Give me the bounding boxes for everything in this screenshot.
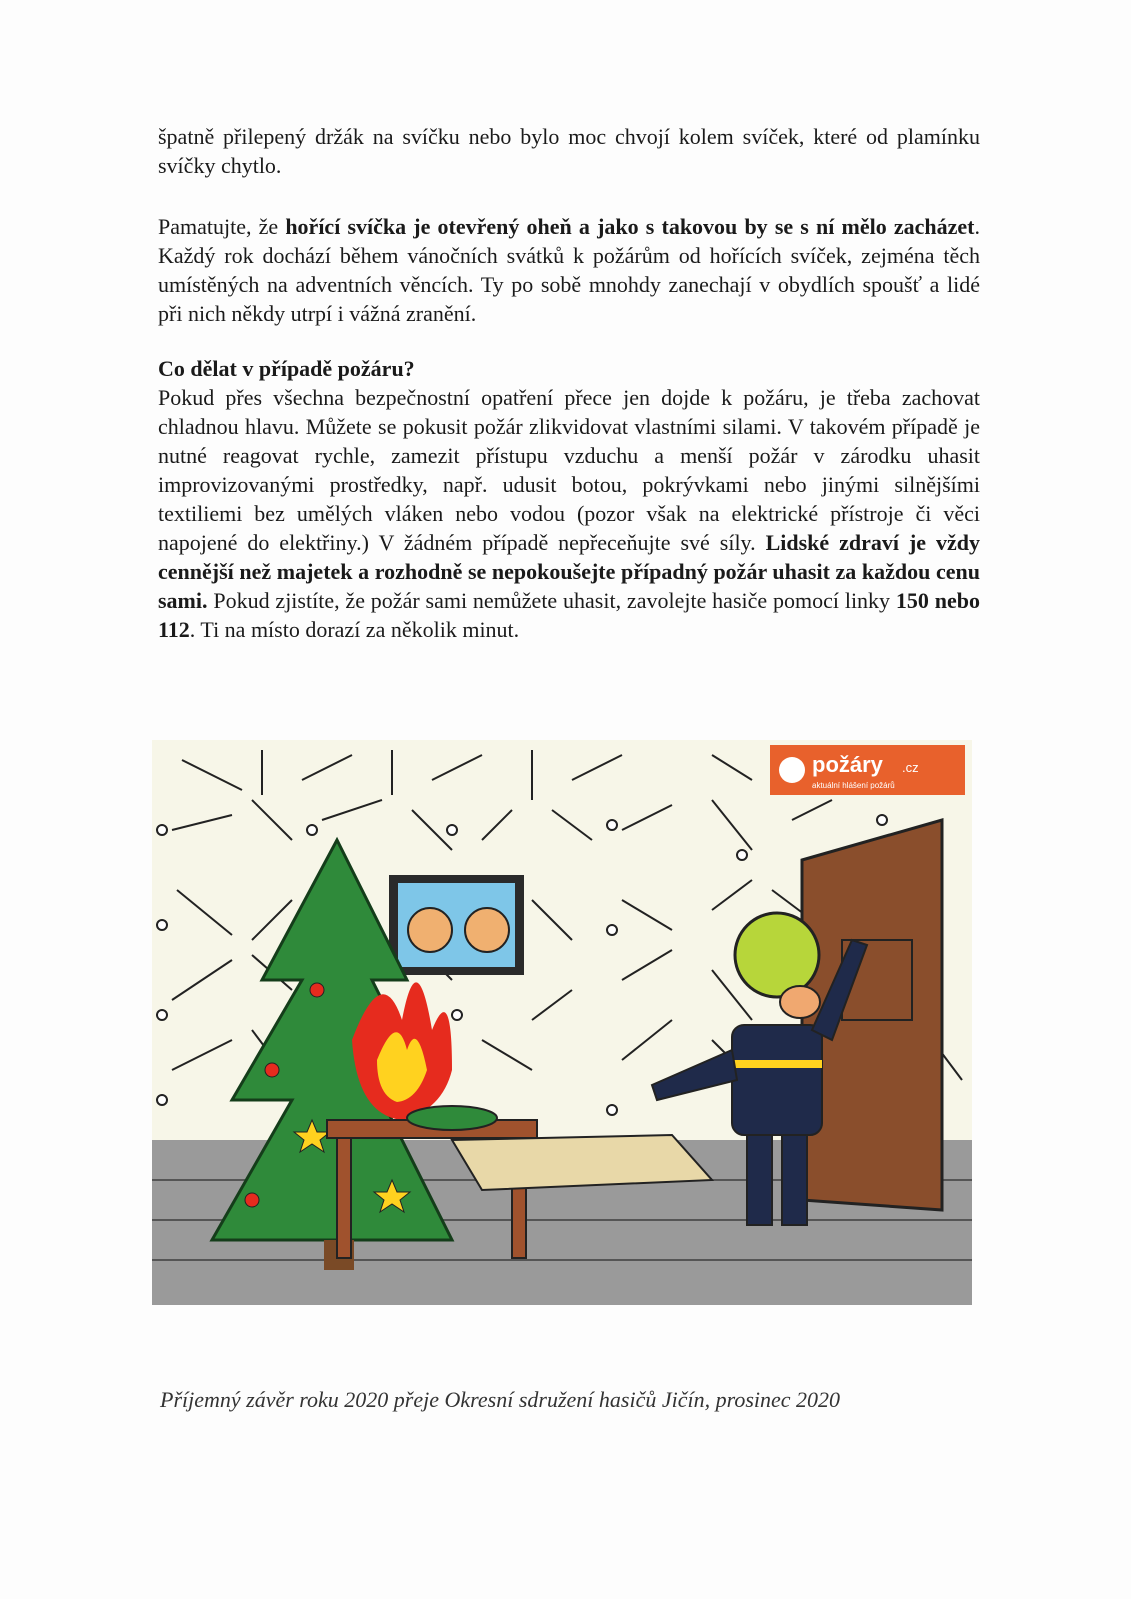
paragraph-text: Pokud přes všechna bezpečnostní opatření přece jen dojde k požáru, je třeba zachovat chladnou hlavu. Můžete se pokusit požár zlikvidovat vlastními silami. V takovém případě je nutné reagovat rychle, zamezit přístupu vzduchu a menší požár v zárodku uhasit improvizovanými prostředky, např. udusit botou, pokrývkami nebo jinými silnějšími textiliemi bez umělých vláken nebo vodou (pozor však na elektrické přístroje či věci napojené do elektřiny.) V žádném případě nepřeceňujte své síly. xyxy=(158,385,980,555)
firefighter-face xyxy=(780,986,820,1018)
firefighter-helmet xyxy=(735,913,819,997)
firefighter-leg-right xyxy=(782,1135,807,1225)
paragraph-text: . Každý rok dochází během vánočních svátků k požárům od hořících svíček, zejména těch umístěných na adventních věncích. Ty po sobě mnohdy zanechají v obydlích spoušť a lidé při nich někdy utrpí i vážná zranění. xyxy=(158,214,980,326)
paragraph-text: Pamatujte, že xyxy=(158,214,286,239)
face-right xyxy=(465,908,509,952)
pozary-logo-icon xyxy=(779,757,805,783)
emergency-numbers: 150 nebo 112 xyxy=(158,588,980,642)
paragraph-text: Pokud zjistíte, že požár sami nemůžete uhasit, zavolejte hasiče pomocí linky xyxy=(207,588,896,613)
firefighter-body xyxy=(732,1025,822,1135)
reflective-stripe xyxy=(732,1060,822,1068)
paragraph-candle-holder xyxy=(158,122,980,180)
section-what-to-do xyxy=(158,354,980,644)
paragraph-text: . Ti na místo dorazí za několik minut. xyxy=(189,617,520,642)
pozary-logo-suffix: .cz xyxy=(902,760,919,775)
footer-greeting: Příjemný závěr roku 2020 přeje Okresní sdružení hasičů Jičín, prosinec 2020 xyxy=(160,1387,841,1412)
paragraph-remember xyxy=(158,212,980,328)
pozary-logo-text: požáry xyxy=(812,752,883,777)
face-left xyxy=(408,908,452,952)
firefighter-leg-left xyxy=(747,1135,772,1225)
paragraph-text: špatně přilepený držák na svíčku nebo bylo moc chvojí kolem svíček, které od plamínku svíčky chytlo. xyxy=(158,124,980,178)
bold-health-warning: Lidské zdraví je vždy cennější než majetek a rozhodně se nepokoušejte případný požár uhasit za každou cenu sami. xyxy=(158,530,980,613)
section-heading: Co dělat v případě požáru? xyxy=(158,356,415,381)
advent-wreath xyxy=(407,1106,497,1130)
fire-illustration xyxy=(152,740,972,1305)
pozary-logo-tagline: aktuální hlášení požárů xyxy=(812,781,895,790)
bold-warning: hořící svíčka je otevřený oheň a jako s takovou by se s ní mělo zacházet xyxy=(285,214,975,239)
table-leg-left xyxy=(337,1138,351,1258)
bench xyxy=(452,1135,712,1190)
